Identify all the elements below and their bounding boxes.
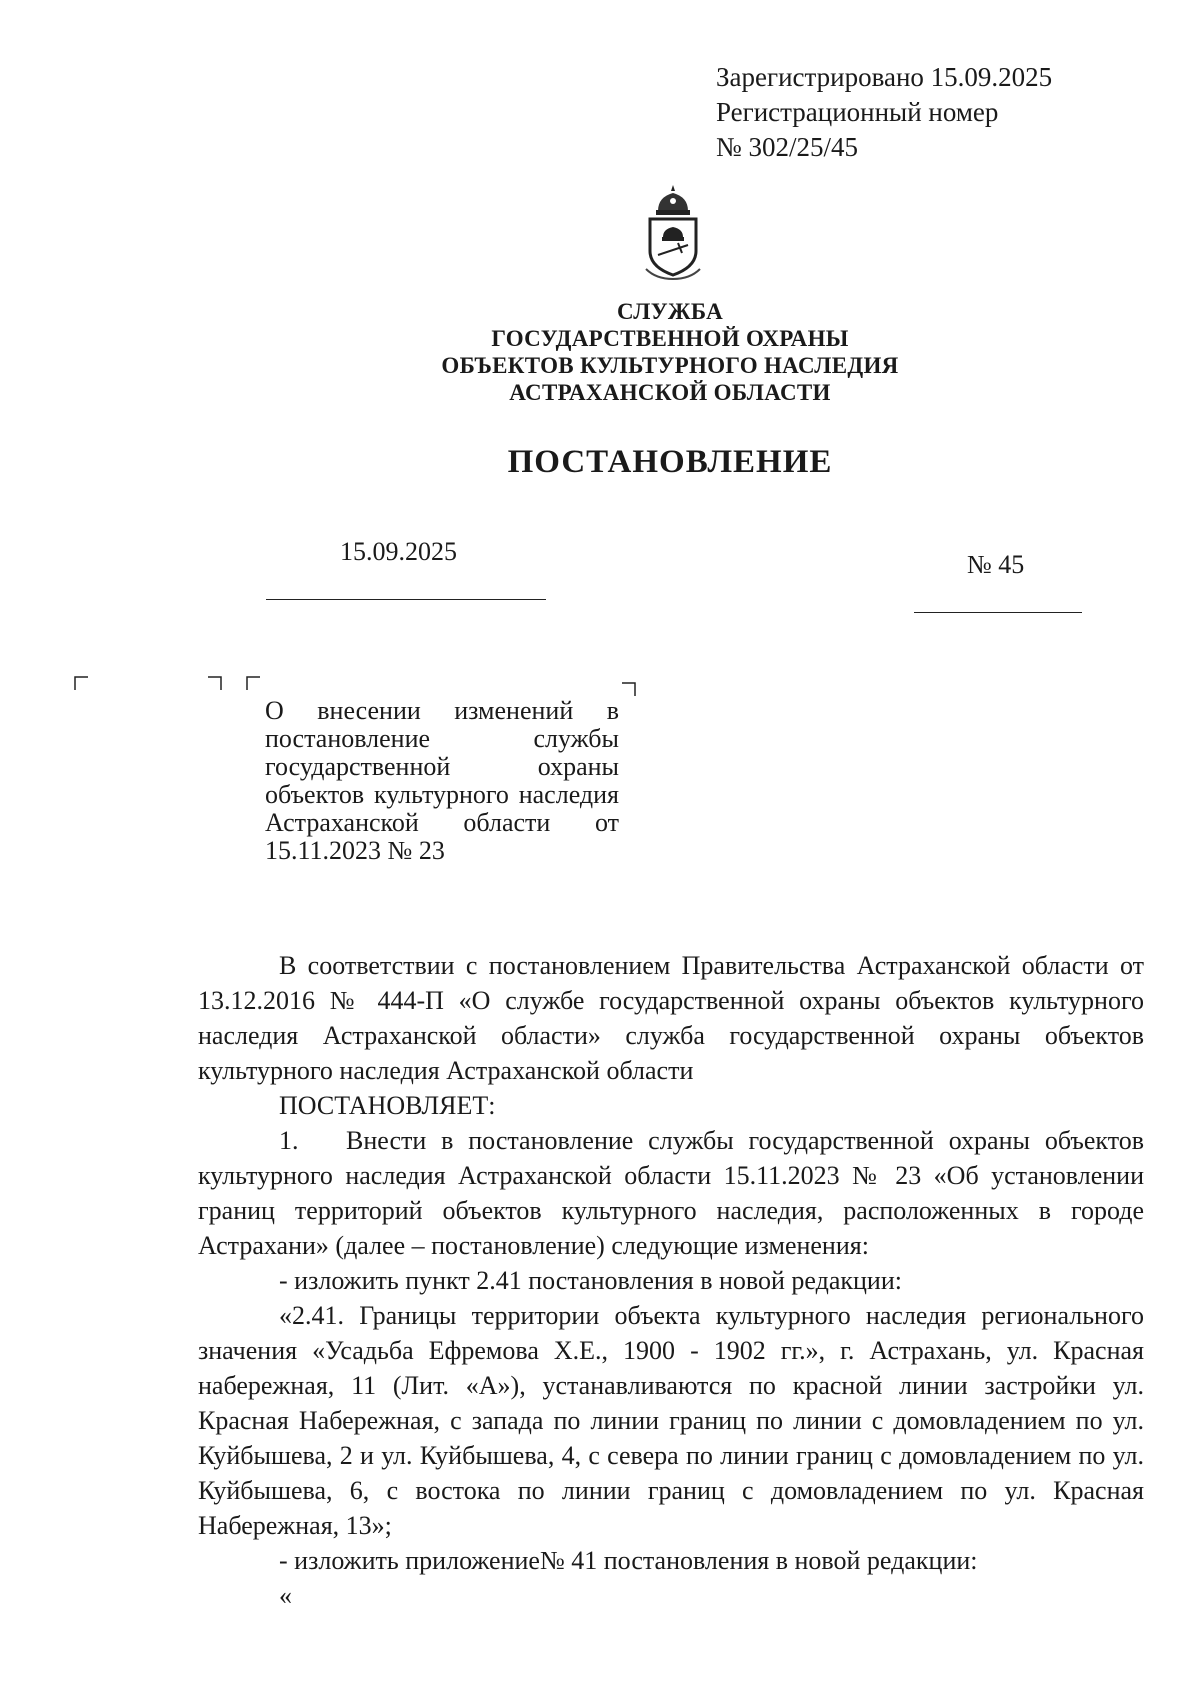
organization-line-2: ГОСУДАРСТВЕННОЙ ОХРАНЫ	[491, 326, 849, 351]
organization-line-4: АСТРАХАНСКОЙ ОБЛАСТИ	[509, 380, 831, 405]
item-1-paragraph	[198, 1123, 1144, 1263]
document-body	[198, 948, 1144, 1613]
registration-number: № 302/25/45	[716, 132, 859, 162]
preamble-paragraph: В соответствии с постановлением Правительства Астраханской области от 13.12.2016 № 444-П «О службе государственной охраны объектов культурного наследия Астраханской области» служба государственной охраны объектов культурного наследия Астраханской области	[198, 951, 1144, 1085]
corner-bracket-top-right	[622, 682, 636, 696]
document-date: 15.09.2025	[340, 537, 457, 566]
subject-text: О внесении изменений в постановление службы государственной охраны объектов культурного наследия Астраханской области от 15.11.2023 № 23	[265, 696, 619, 865]
resolves-heading: ПОСТАНОВЛЯЕТ:	[279, 1091, 496, 1120]
change-2-paragraph: - изложить приложение№ 41 постановления в новой редакции:	[279, 1546, 978, 1575]
date-underline	[266, 599, 546, 600]
document-subject	[265, 697, 619, 865]
astrakhan-coat-of-arms-icon	[636, 183, 710, 283]
corner-bracket-top-right-outer	[208, 676, 222, 690]
document-type: ПОСТАНОВЛЕНИЕ	[507, 444, 833, 480]
item-1-number: 1.	[279, 1126, 299, 1155]
open-quote: «	[279, 1581, 292, 1610]
registration-date: Зарегистрировано 15.09.2025	[716, 62, 1053, 92]
registration-number-label: Регистрационный номер	[716, 97, 999, 127]
number-underline	[914, 612, 1082, 613]
item-1-text: Внести в постановление службы государственной охраны объектов культурного наследия Астраханской области 15.11.2023 № 23 «Об установлении границ территорий объектов культурного наследия, расположенных в городе Астрахани» (далее – постановление) следующие изменения:	[198, 1126, 1144, 1260]
clause-2-41-paragraph: «2.41. Границы территории объекта культурного наследия регионального значения «Усадьба Ефремова Х.Е., 1900 - 1902 гг.», г. Астрахань, ул. Красная набережная, 11 (Лит. «А»), устанавливаются по красной линии застройки ул. Красная Набережная, с запада по линии границ по линии с домовладением по ул. Куйбышева, 2 и ул. Куйбышева, 4, с севера по линии границ с домовладением по ул. Куйбышева, 6, с востока по линии границ с домовладением по ул. Красная Набережная, 13»;	[198, 1301, 1144, 1540]
organization-line-1: СЛУЖБА	[616, 299, 724, 324]
corner-bracket-top-left-outer	[74, 676, 88, 690]
organization-line-3: ОБЪЕКТОВ КУЛЬТУРНОГО НАСЛЕДИЯ	[441, 353, 899, 378]
registration-stamp	[716, 60, 1052, 165]
corner-bracket-top-left	[246, 676, 260, 690]
organization-name	[0, 298, 1200, 406]
change-1-paragraph: - изложить пункт 2.41 постановления в новой редакции:	[279, 1266, 902, 1295]
document-number: № 45	[967, 550, 1025, 579]
